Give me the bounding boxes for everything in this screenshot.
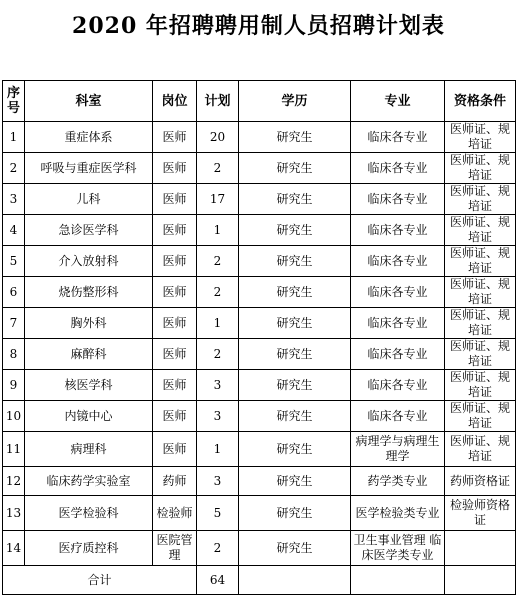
recruitment-plan-table: [2, 80, 516, 595]
total-empty-cell: [239, 566, 351, 595]
cell-dept: 介入放射科: [25, 246, 153, 277]
cell-seq: 2: [3, 153, 25, 184]
cell-plan: 17: [197, 184, 239, 215]
total-empty-cell: [351, 566, 445, 595]
cell-position: 医师: [153, 215, 197, 246]
cell-position: 医院管理: [153, 531, 197, 566]
cell-dept: 麻醉科: [25, 339, 153, 370]
table-row: [3, 496, 516, 531]
cell-dept: 内镜中心: [25, 401, 153, 432]
cell-dept: 重症体系: [25, 122, 153, 153]
cell-seq: 9: [3, 370, 25, 401]
cell-plan: 3: [197, 370, 239, 401]
table-row: [3, 339, 516, 370]
cell-plan: 2: [197, 246, 239, 277]
cell-major: 病理学与病理生理学: [351, 432, 445, 467]
cell-education: 研究生: [239, 496, 351, 531]
cell-qualification: 医师证、规培证: [445, 370, 516, 401]
total-label: 合计: [3, 566, 197, 595]
cell-education: 研究生: [239, 467, 351, 496]
cell-seq: 3: [3, 184, 25, 215]
cell-qualification: 医师证、规培证: [445, 277, 516, 308]
cell-major: 临床各专业: [351, 184, 445, 215]
cell-education: 研究生: [239, 277, 351, 308]
cell-seq: 13: [3, 496, 25, 531]
cell-qualification: 医师证、规培证: [445, 246, 516, 277]
total-row: [3, 566, 516, 595]
cell-seq: 4: [3, 215, 25, 246]
cell-qualification: 医师证、规培证: [445, 401, 516, 432]
table-header-row: [3, 81, 516, 122]
cell-dept: 医疗质控科: [25, 531, 153, 566]
cell-major: 临床各专业: [351, 215, 445, 246]
cell-seq: 10: [3, 401, 25, 432]
cell-education: 研究生: [239, 153, 351, 184]
cell-position: 医师: [153, 370, 197, 401]
cell-dept: 病理科: [25, 432, 153, 467]
table-row: [3, 246, 516, 277]
cell-major: 临床各专业: [351, 339, 445, 370]
header-major: 专业: [351, 81, 445, 122]
cell-position: 医师: [153, 401, 197, 432]
cell-qualification: 医师证、规培证: [445, 184, 516, 215]
cell-seq: 6: [3, 277, 25, 308]
cell-plan: 1: [197, 432, 239, 467]
cell-plan: 3: [197, 467, 239, 496]
cell-qualification: 医师证、规培证: [445, 122, 516, 153]
total-plan: 64: [197, 566, 239, 595]
cell-qualification: 医师证、规培证: [445, 339, 516, 370]
header-plan: 计划: [197, 81, 239, 122]
table-row: [3, 153, 516, 184]
cell-position: 医师: [153, 184, 197, 215]
table-row: [3, 184, 516, 215]
cell-qualification: 医师证、规培证: [445, 215, 516, 246]
cell-education: 研究生: [239, 339, 351, 370]
cell-position: 医师: [153, 432, 197, 467]
cell-dept: 儿科: [25, 184, 153, 215]
cell-qualification: 医师证、规培证: [445, 432, 516, 467]
cell-education: 研究生: [239, 122, 351, 153]
cell-plan: 2: [197, 531, 239, 566]
cell-qualification: [445, 531, 516, 566]
cell-dept: 烧伤整形科: [25, 277, 153, 308]
cell-seq: 14: [3, 531, 25, 566]
table-row: [3, 432, 516, 467]
header-dept: 科室: [25, 81, 153, 122]
cell-position: 药师: [153, 467, 197, 496]
cell-qualification: 药师资格证: [445, 467, 516, 496]
header-position: 岗位: [153, 81, 197, 122]
cell-dept: 临床药学实验室: [25, 467, 153, 496]
cell-major: 临床各专业: [351, 401, 445, 432]
cell-position: 检验师: [153, 496, 197, 531]
cell-education: 研究生: [239, 246, 351, 277]
table-row: [3, 215, 516, 246]
cell-education: 研究生: [239, 184, 351, 215]
cell-qualification: 医师证、规培证: [445, 308, 516, 339]
cell-dept: 胸外科: [25, 308, 153, 339]
table-row: [3, 401, 516, 432]
cell-position: 医师: [153, 153, 197, 184]
cell-qualification: 检验师资格证: [445, 496, 516, 531]
total-empty-cell: [445, 566, 516, 595]
cell-major: 临床各专业: [351, 370, 445, 401]
cell-dept: 呼吸与重症医学科: [25, 153, 153, 184]
cell-seq: 8: [3, 339, 25, 370]
cell-dept: 核医学科: [25, 370, 153, 401]
cell-education: 研究生: [239, 370, 351, 401]
cell-plan: 1: [197, 215, 239, 246]
cell-education: 研究生: [239, 432, 351, 467]
cell-plan: 3: [197, 401, 239, 432]
table-row: [3, 122, 516, 153]
cell-qualification: 医师证、规培证: [445, 153, 516, 184]
cell-position: 医师: [153, 122, 197, 153]
table-row: [3, 370, 516, 401]
cell-education: 研究生: [239, 401, 351, 432]
cell-seq: 5: [3, 246, 25, 277]
cell-seq: 12: [3, 467, 25, 496]
table-row: [3, 531, 516, 566]
cell-major: 临床各专业: [351, 153, 445, 184]
cell-major: 临床各专业: [351, 246, 445, 277]
table-row: [3, 308, 516, 339]
cell-major: 医学检验类专业: [351, 496, 445, 531]
cell-position: 医师: [153, 277, 197, 308]
header-education: 学历: [239, 81, 351, 122]
cell-dept: 医学检验科: [25, 496, 153, 531]
cell-plan: 2: [197, 277, 239, 308]
cell-major: 药学类专业: [351, 467, 445, 496]
cell-seq: 7: [3, 308, 25, 339]
cell-education: 研究生: [239, 308, 351, 339]
cell-plan: 2: [197, 153, 239, 184]
header-seq: 序号: [3, 81, 25, 122]
cell-education: 研究生: [239, 215, 351, 246]
cell-major: 临床各专业: [351, 277, 445, 308]
cell-position: 医师: [153, 339, 197, 370]
cell-plan: 2: [197, 339, 239, 370]
cell-major: 卫生事业管理 临床医学类专业: [351, 531, 445, 566]
header-qualification: 资格条件: [445, 81, 516, 122]
table-row: [3, 277, 516, 308]
cell-plan: 20: [197, 122, 239, 153]
cell-dept: 急诊医学科: [25, 215, 153, 246]
cell-position: 医师: [153, 308, 197, 339]
cell-position: 医师: [153, 246, 197, 277]
page-title: 2020 年招聘聘用制人员招聘计划表: [72, 13, 445, 39]
cell-major: 临床各专业: [351, 308, 445, 339]
cell-plan: 5: [197, 496, 239, 531]
cell-seq: 11: [3, 432, 25, 467]
cell-education: 研究生: [239, 531, 351, 566]
table-row: [3, 467, 516, 496]
cell-plan: 1: [197, 308, 239, 339]
cell-major: 临床各专业: [351, 122, 445, 153]
cell-seq: 1: [3, 122, 25, 153]
